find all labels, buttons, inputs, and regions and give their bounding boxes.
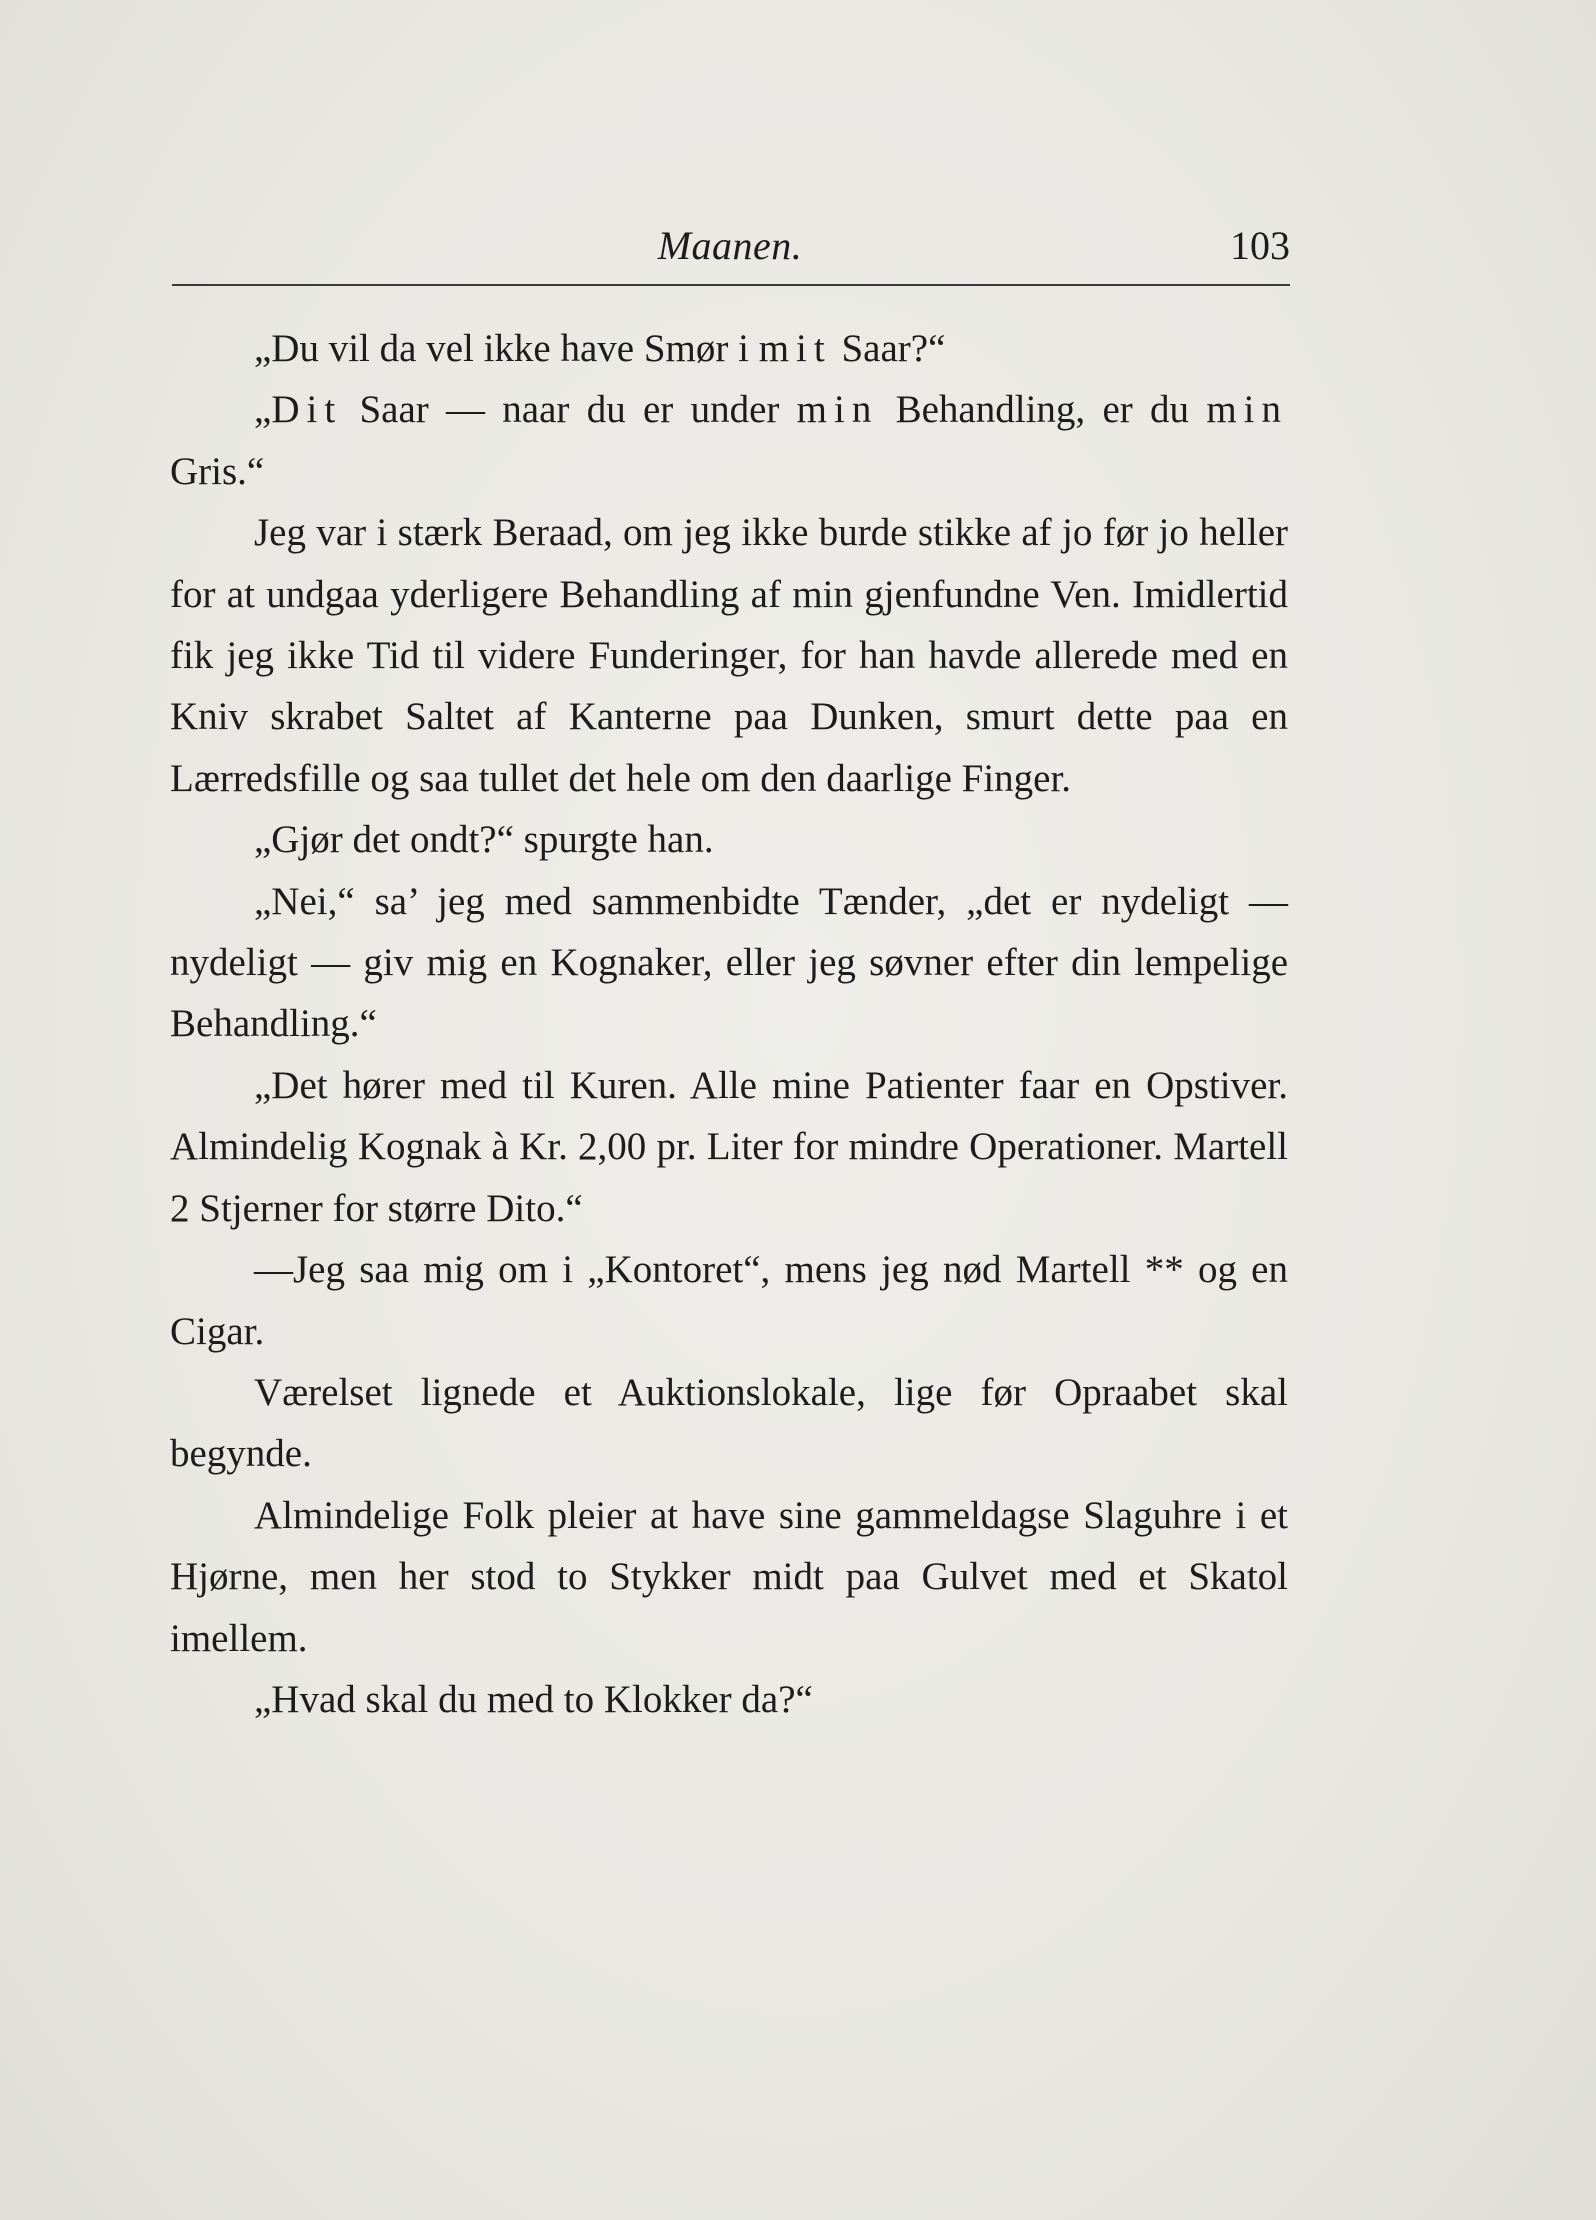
paragraph: Værelset lignede et Auktionslokale, lige før Opraabet skal begynde. <box>170 1370 1288 1476</box>
page-number: 103 <box>1230 223 1290 268</box>
paragraph: „Det hører med til Kuren. Alle mine Patienter faar en Opstiver. Almindelig Kognak à Kr. 2,00 pr. Liter for mindre Operationer. Martell 2 Stjerner for større Dito.“ <box>170 1063 1288 1230</box>
running-title: Maanen. <box>657 223 803 268</box>
spaced-emphasis: Dit <box>271 388 343 432</box>
spaced-emphasis: min <box>1206 388 1288 432</box>
paragraph: „Nei,“ sa’ jeg med sammenbidte Tænder, „det er nydeligt — nydeligt — giv mig en Kognaker, eller jeg søvner efter din lempelige Behandling.“ <box>170 879 1288 1046</box>
spaced-emphasis: mit <box>758 327 832 370</box>
page-header <box>170 212 1290 282</box>
header-rule <box>172 284 1290 286</box>
paragraph: „Gjør det ondt?“ spurgte han. <box>254 818 714 862</box>
paragraph: Jeg var i stærk Beraad, om jeg ikke burde stikke af jo før jo heller for at undgaa yderligere Behandling af min gjenfundne Ven. Imidlertid fik jeg ikke Tid til videre Funderinger, for han havde allerede med en Kniv skrabet Saltet af Kanterne paa Dunken, smurt dette paa en Lærredsfille og saa tullet det hele om den daarlige Finger. <box>170 511 1288 800</box>
paragraph: —Jeg saa mig om i „Kontoret“, mens jeg nød Martell ** og en Cigar. <box>170 1248 1288 1353</box>
paragraph: „Dit Saar — naar du er under min Behandling, er du min Gris.“ <box>170 388 1288 493</box>
paragraph: „Du vil da vel ikke have Smør i mit Saar?“ <box>254 327 946 370</box>
body-text <box>170 318 1288 1730</box>
spaced-emphasis: min <box>796 388 879 432</box>
paragraph: Almindelige Folk pleier at have sine gammeldagse Slaguhre i et Hjørne, men her stod to Stykker midt paa Gulvet med et Skatol imellem. <box>170 1493 1288 1660</box>
paragraph: „Hvad skal du med to Klokker da?“ <box>254 1677 813 1721</box>
